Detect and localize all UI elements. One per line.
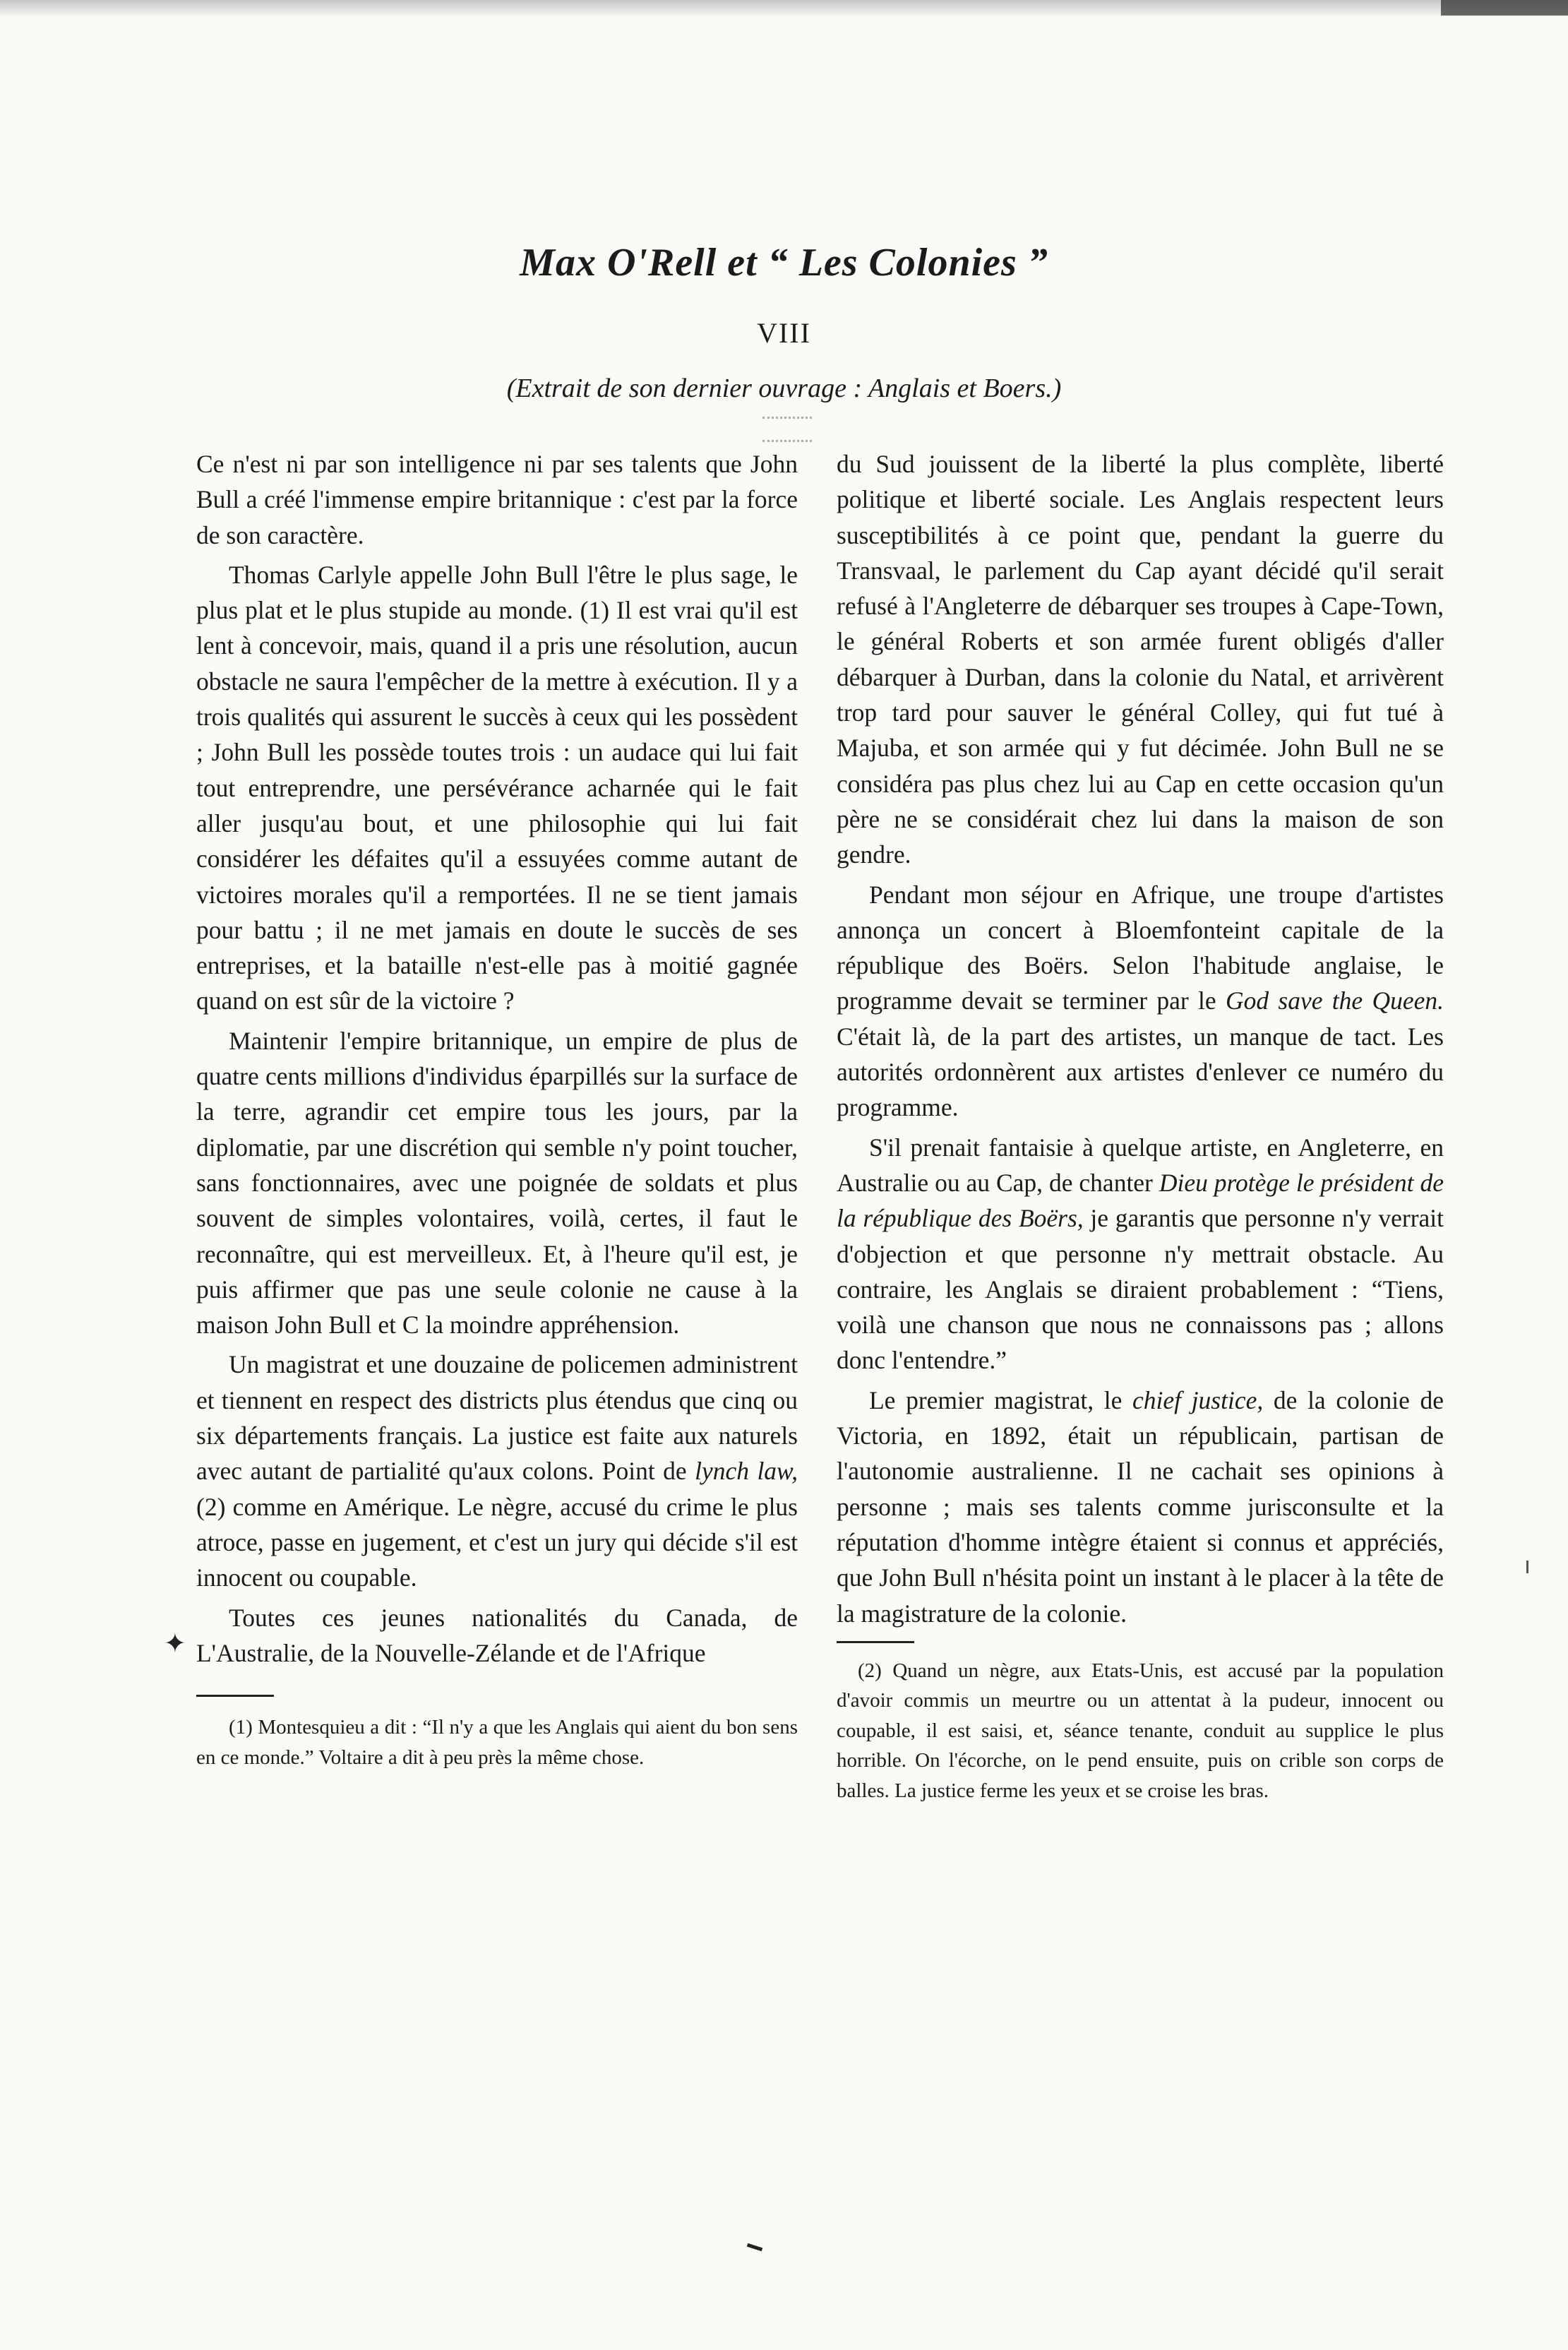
paragraph: Toutes ces jeunes nationalités du Canada, de L'Australie, de la Nouvelle-Zélande et de l'Afrique: [196, 1603, 798, 1667]
paragraph: du Sud jouissent de la liberté la plus complète, liberté politique et liberté sociale. Les Anglais respectent leurs susceptibilités à ce point que, pendant la guerre du Transvaal, le parlement du Cap ayant décidé qu'il serait refusé à l'Angleterre de débarquer ses troupes à Cape-Town, le général Roberts et son armée furent obligés d'aller débarquer à Durban, dans la colonie du Natal, et arrivèrent trop tard pour sauver le général Colley, qui fut tué à Majuba, et son armée qui y fut décimée. John Bull ne se considéra pas plus chez lui au Cap en cette occasion qu'un père ne se considérait chez lui dans la maison de son gendre.: [837, 450, 1444, 869]
section-number: VIII: [757, 317, 811, 349]
right-column: [837, 446, 1444, 1810]
left-column: [196, 446, 798, 1777]
italic-term: Dieu protège le président de la république des Boërs,: [837, 1168, 1444, 1233]
paragraph: Ce n'est ni par son intelligence ni par ses talents que John Bull a créé l'immense empire britannique : c'est par la force de son caractère.: [196, 450, 798, 549]
footnote-1: (1) Montesquieu a dit : “Il n'y a que les Anglais qui aient du bon sens en ce monde.” Voltaire a dit à peu près la même chose.: [196, 1716, 798, 1769]
bottom-ink-mark: [747, 2243, 762, 2252]
text-run: (2) comme en Amérique. Le nègre, accusé du crime le plus atroce, passe en jugement, et c'est un jury qui décide s'il est innocent ou coupable.: [196, 1492, 798, 1592]
margin-mark-icon: ✦: [164, 1629, 186, 1659]
text-run: de la colonie de Victoria, en 1892, était un républicain, partisan de l'autonomie australienne. Il ne cachait ses opinions à personne ; mais ses talents comme jurisconsulte et la réputation d'homme intègre étaient si connus et appréciés, que John Bull n'hésita point un instant à le placer à la tête de la magistrature de la colonie.: [837, 1385, 1444, 1628]
paragraph: [837, 1130, 1444, 1378]
footnote-2: (2) Quand un nègre, aux Etats-Unis, est accusé par la population d'avoir commis un meurtre ou un attentat à la pudeur, innocent ou coupable, il est saisi, et, séance tenante, conduit au supplice le plus horrible. On l'écorche, on le pend ensuite, puis on crible son corps de balles. La justice ferme les yeux et se croise les bras.: [837, 1659, 1444, 1802]
margin-tick: [1526, 1561, 1528, 1573]
text-run: S'il prenait fantaisie à quelque artiste, en Angleterre, en Australie ou au Cap, de chanter: [837, 1133, 1444, 1197]
text-run: Le premier magistrat, le: [869, 1385, 1133, 1414]
paragraph: [837, 877, 1444, 1126]
italic-term: God save the Queen.: [1225, 986, 1444, 1015]
italic-term: lynch law,: [695, 1457, 798, 1486]
italic-term: chief justice,: [1132, 1385, 1264, 1414]
article-subtitle: (Extrait de son dernier ouvrage : Anglais et Boers.): [506, 374, 1062, 403]
footnote-rule: [837, 1641, 914, 1643]
article-title: Max O'Rell et “ Les Colonies ”: [520, 241, 1048, 285]
text-run: Pendant mon séjour en Afrique, une troupe d'artistes annonça un concert à Bloemfonteint capitale de la république des Boërs. Selon l'habitude anglaise, le programme devait se terminer par le: [837, 880, 1444, 1015]
paragraph: Maintenir l'empire britannique, un empire de plus de quatre cents millions d'individus éparpillés sur la surface de la terre, agrandir cet empire tous les jours, par la diplomatie, par une discrétion qui semble n'y point toucher, sans fonctionnaires, avec une poignée de soldats et plus souvent de simples volontaires, voilà, certes, il faut le reconnaître, qui est merveilleux. Et, à l'heure qu'il est, je puis affirmer que pas une seule colonie ne cause à la maison John Bull et C la moindre appréhension.: [196, 1026, 798, 1340]
paragraph: [196, 1347, 798, 1595]
text-run: Un magistrat et une douzaine de policemen administrent et tiennent en respect des districts plus étendus que cinq ou six départements français. La justice est faite aux naturels avec autant de partialité qu'aux colons. Point de: [196, 1350, 798, 1486]
footnote-rule: [196, 1695, 274, 1697]
paragraph: [837, 1383, 1444, 1631]
scan-top-edge: [0, 0, 1568, 18]
library-stamp-mark: [762, 417, 812, 442]
paragraph: Thomas Carlyle appelle John Bull l'être le plus sage, le plus plat et le plus stupide au monde. (1) Il est vrai qu'il est lent à concevoir, mais, quand il a pris une résolution, aucun obstacle ne saura l'empêcher de la mettre à exécution. Il y a trois qualités qui assurent le succès à ceux qui les possèdent ; John Bull les possède toutes trois : un audace qui lui fait tout entreprendre, une persévérance acharnée qui le fait aller jusqu'au bout, et une philosophie qui lui fait considérer les défaites qu'il a essuyées comme autant de victoires morales qu'il a remportées. Il ne se tient jamais pour battu ; il ne met jamais en doute le succès de ses entreprises, et la bataille n'est-elle pas à moitié gagnée quand on est sûr de la victoire ?: [196, 560, 798, 1015]
text-run: C'était là, de la part des artistes, un manque de tact. Les autorités ordonnèrent aux artistes d'enlever ce numéro du programme.: [837, 1022, 1444, 1122]
scan-corner-shadow: [1441, 0, 1568, 16]
text-run: je garantis que personne n'y verrait d'objection et que personne n'y mettrait obstacle. Au contraire, les Anglais se diraient probablement : “Tiens, voilà une chanson que nous ne connaissons pas ; allons donc l'entendre.”: [837, 1204, 1444, 1375]
